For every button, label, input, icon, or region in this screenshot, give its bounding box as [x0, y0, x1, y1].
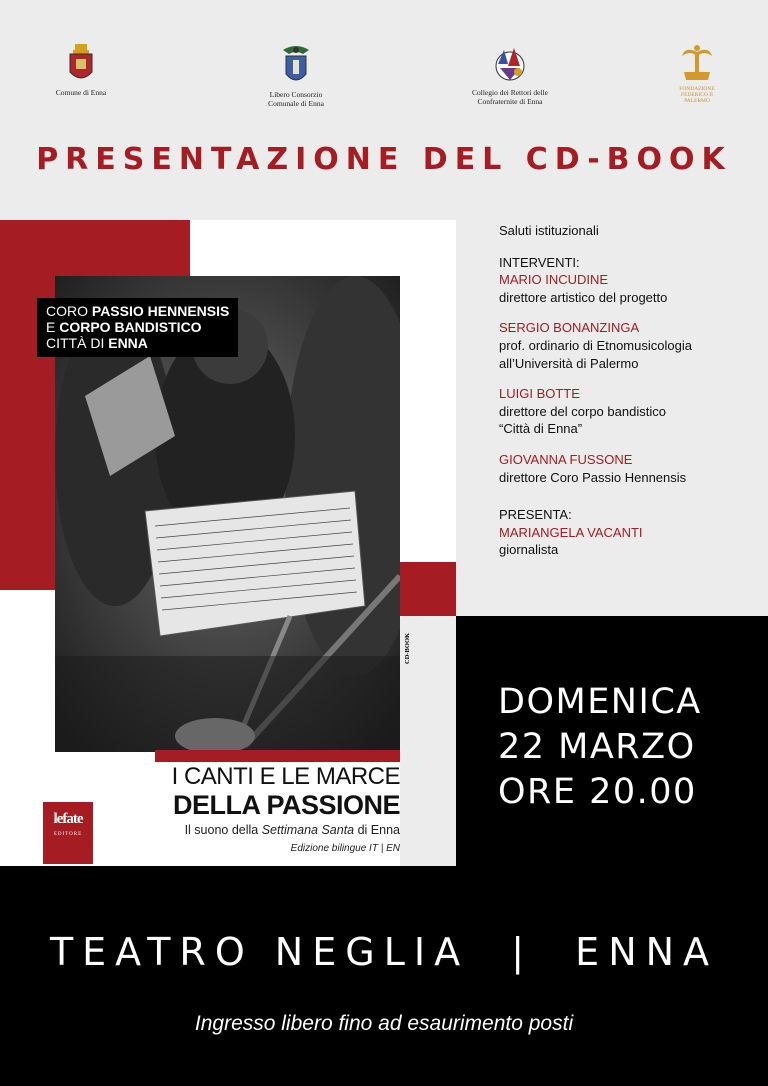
coro-text-bold: PASSIO HENNENSIS: [91, 303, 230, 319]
venue: TEATRO NEGLIA | ENNA: [49, 930, 719, 974]
red-accent-square: [400, 562, 456, 616]
speaker-role: “Città di Enna”: [499, 421, 583, 437]
subtitle-part: Il suono della: [184, 823, 262, 837]
presenter-role: giornalista: [499, 542, 559, 558]
book-title-line1: I CANTI E LE MARCE: [171, 763, 400, 790]
date-day: DOMENICA: [498, 682, 702, 722]
saluti-label: Saluti istituzionali: [499, 223, 599, 238]
palm-emblem-icon: [680, 44, 714, 82]
logo-label: Libero Consorzio: [269, 90, 323, 99]
subtitle-italic: Settimana Santa: [261, 823, 355, 837]
coro-text: CORO: [46, 303, 92, 319]
logo-collegio-rettori: [462, 44, 558, 106]
eagle-shield-icon: [281, 44, 311, 86]
publisher-sub: EDITORE: [53, 832, 83, 837]
program-list: [499, 222, 759, 559]
speaker-name: SERGIO BONANZINGA: [499, 320, 640, 336]
speaker-role: all’Università di Palermo: [499, 355, 639, 371]
presenter-name: MARIANGELA VACANTI: [499, 524, 643, 540]
speaker-role: direttore artistico del progetto: [499, 289, 668, 305]
speaker-role: prof. ordinario di Etnomusicologia: [499, 337, 692, 353]
cover-side-label: CD-BOOK: [404, 632, 411, 664]
speaker-name: MARIO INCUDINE: [499, 272, 609, 288]
page-title: PRESENTAZIONE DEL CD-BOOK: [36, 142, 732, 177]
logo-label: Comune di Enna: [55, 88, 107, 97]
speaker-item: [499, 385, 759, 438]
date-time: ORE 20.00: [498, 772, 697, 812]
coro-text-bold: CORPO BANDISTICO: [59, 319, 202, 335]
presenta-label: PRESENTA:: [499, 507, 572, 523]
speaker-item: [499, 319, 759, 372]
publisher-logo: [43, 802, 93, 864]
logo-label: Comunale di Enna: [268, 99, 324, 108]
book-subtitle: [150, 823, 400, 837]
coro-text: CITTÀ DI: [46, 335, 109, 351]
logo-label: FEDERICO II: [681, 92, 713, 98]
logo-label: Confraternite di Enna: [477, 97, 543, 106]
logo-comune-enna: [46, 44, 116, 97]
speaker-item: [499, 451, 759, 486]
speaker-role: direttore Coro Passio Hennensis: [499, 469, 687, 485]
logo-fondazione-federico: [672, 44, 722, 104]
logo-label: PALERMO: [684, 98, 710, 104]
coro-text-bold: ENNA: [108, 335, 148, 351]
interventi-label: INTERVENTI:: [499, 254, 580, 270]
book-edition: Edizione bilingue IT | EN: [290, 843, 400, 854]
logo-libero-consorzio: [258, 44, 334, 108]
coro-text: E: [46, 319, 60, 335]
date-date: 22 MARZO: [498, 727, 696, 767]
entry-note: Ingresso libero fino ad esaurimento posti: [194, 1012, 574, 1035]
event-date: [498, 680, 702, 815]
cover-red-bar: [155, 750, 400, 762]
speaker-role: direttore del corpo bandistico: [499, 403, 666, 419]
confraternite-emblem-icon: [490, 44, 530, 84]
publisher-name: lefate: [53, 811, 83, 827]
coat-of-arms-icon: [68, 44, 94, 84]
logo-label: Collegio dei Rettori delle: [471, 88, 549, 97]
cover-performers-label: [37, 298, 238, 357]
subtitle-part: di Enna: [354, 823, 400, 837]
speaker-item: [499, 271, 759, 306]
black-footer-panel: [0, 866, 768, 1086]
speaker-name: LUIGI BOTTE: [499, 386, 580, 402]
book-title-line2: DELLA PASSIONE: [172, 790, 400, 820]
speaker-name: GIOVANNA FUSSONE: [499, 451, 633, 467]
logo-label: FONDAZIONE: [679, 86, 715, 92]
